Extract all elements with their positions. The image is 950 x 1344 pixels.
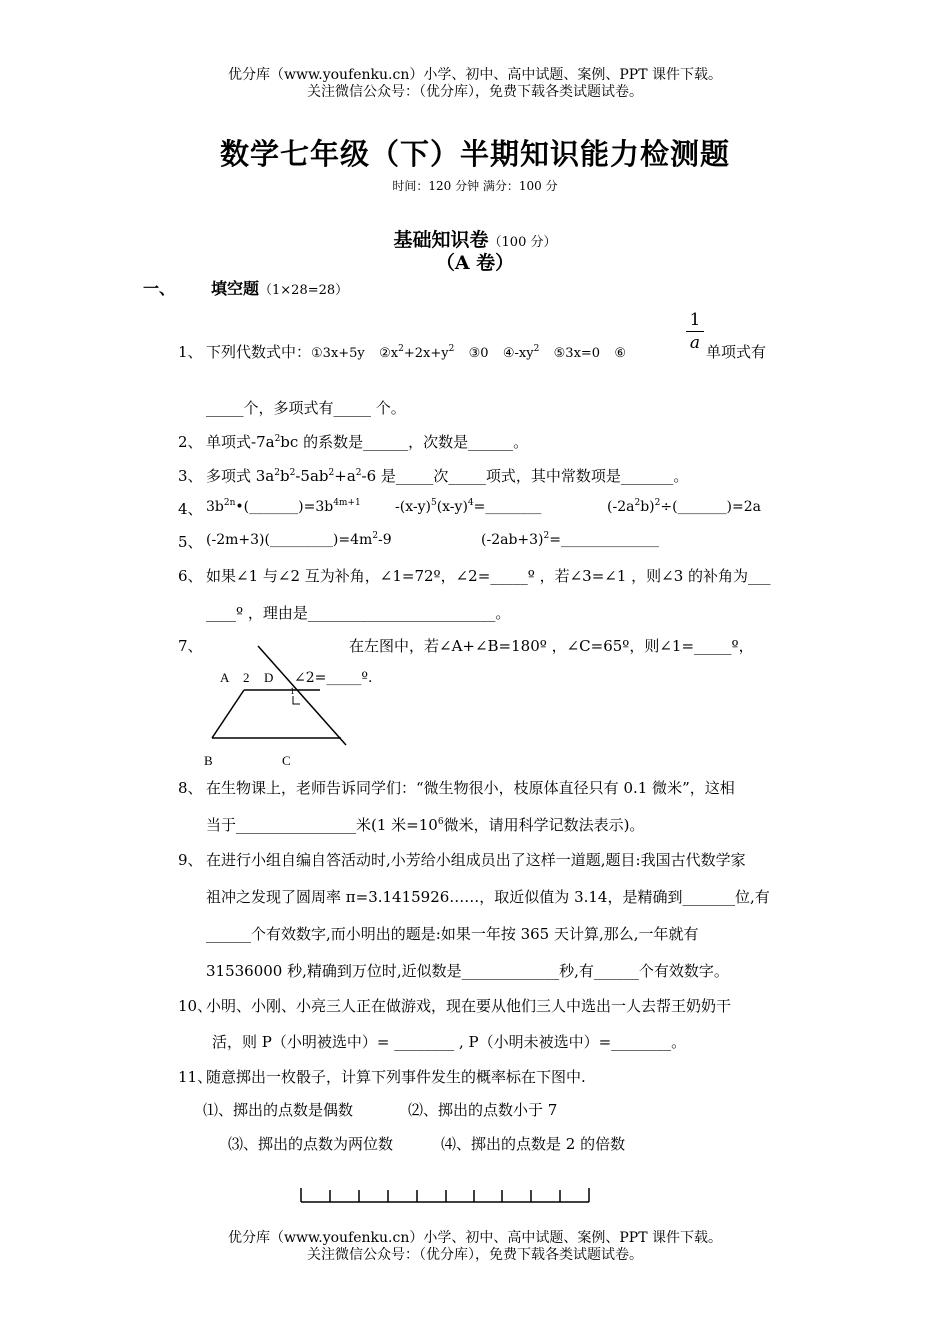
q1-item-2a: ②x	[379, 346, 399, 361]
q2-part-a: 单项式-7a	[206, 433, 275, 451]
q9-line-3: ______个有效数字,而小明出的题是:如果一年按 365 天计算,那么,一年就有	[206, 925, 699, 943]
q7-label-D: D	[264, 670, 274, 685]
q4-expr-b	[395, 499, 541, 515]
section-title: 基础知识卷	[393, 229, 489, 251]
q3-part-d: +a	[334, 467, 356, 485]
q4-c-sup2: 2	[654, 498, 661, 508]
q6-line-2: ____º ，理由是_________________________。	[206, 604, 511, 622]
q4-a2: •(_______)=3b	[235, 499, 334, 515]
part-number: 一、	[143, 279, 176, 298]
q5-a2: -9	[378, 532, 392, 548]
q8-line-2	[206, 815, 644, 835]
q5-a-sup: 2	[372, 531, 379, 541]
q6-line-1: 如果∠1 与∠2 互为补角，∠1=72º，∠2=_____º ，若∠3=∠1 ，则∠3 的补角为___	[206, 567, 771, 585]
footer-line-2: 关注微信公众号：（优分库），免费下载各类试题试卷。	[307, 1247, 643, 1263]
q5-expr-a	[206, 532, 392, 548]
part-heading	[211, 276, 348, 299]
q4-expr-c	[607, 499, 761, 515]
probability-scale	[296, 1186, 596, 1206]
q1-item-5: ⑤3x=0	[553, 346, 601, 361]
q7-transversal-line	[258, 646, 346, 745]
q4-a-sup: 2n	[223, 498, 236, 508]
q1-item-1: ①3x+5y	[311, 346, 365, 361]
q1-item-3: ③0	[468, 346, 489, 361]
q4-b3: =________	[473, 499, 542, 515]
q11-event-3: ⑶、掷出的点数为两位数	[228, 1135, 394, 1153]
q4-number: 4、	[178, 500, 203, 518]
q3-number: 3、	[178, 467, 203, 485]
q8-sup: 6	[437, 817, 444, 827]
q7-segment-AB	[212, 690, 244, 738]
q9-line-1: 在进行小组自编自答活动时,小芳给小组成员出了这样一道题,题目:我国古代数学家	[206, 851, 746, 869]
q3-part-a: 多项式 3a	[206, 467, 275, 485]
q1-frac-numerator: 1	[689, 310, 701, 330]
q11-event-1: ⑴、掷出的点数是偶数	[203, 1101, 354, 1119]
q2-text: 单项式$-7a^2bc$ 的系数是______，次数是______。	[206, 433, 529, 451]
q1-lead: 下列代数式中：	[206, 343, 312, 361]
q8-line-2b: 微米，请用科学记数法表示)。	[443, 816, 645, 834]
part-score: （1×28=28）	[259, 283, 349, 298]
q9-number: 9、	[178, 851, 203, 869]
scale-ticks	[301, 1188, 589, 1202]
q1-number: 1、	[178, 343, 203, 361]
section-volume: （A 卷）	[435, 252, 515, 274]
q7-line-2: ∠2=_____º.	[294, 670, 373, 686]
q7-label-1: 1	[290, 686, 295, 696]
q4-b2: (x-y)	[436, 499, 468, 515]
q9-line-2: 祖冲之发现了圆周率 π=3.1415926……，取近似值为 3.14，是精确到_______位,有	[206, 888, 770, 906]
q1-line-2: _____个，多项式有_____ 个。	[206, 399, 406, 417]
q2-part-b: bc 的系数是______，次数是______。	[280, 433, 529, 451]
page-title: 数学七年级（下）半期知识能力检测题	[219, 137, 730, 171]
q1-fraction	[686, 310, 704, 353]
q7-label-B: B	[204, 753, 213, 768]
exam-info: 时间：120 分钟 满分：100 分	[392, 179, 558, 193]
q8-line-1: 在生物课上，老师告诉同学们：“微生物很小，枝原体直径只有 0.1 微米”，这相	[206, 779, 735, 797]
q7-label-C: C	[282, 753, 291, 768]
q3-part-b: b	[280, 467, 290, 485]
q7-line-1: 在左图中，若∠A+∠B=180º ，∠C=65º，则∠1=_____º，	[349, 637, 754, 655]
q10-number: 10、	[178, 997, 213, 1015]
q5-expr-b	[481, 532, 659, 548]
q5-b1: (-2ab+3)	[481, 532, 544, 548]
q11-number: 11、	[178, 1068, 213, 1086]
q9-line-4: 31536000 秒,精确到万位时,近似数是_____________秒,有______个有效数字。	[206, 962, 729, 980]
q11-event-4: ⑷、掷出的点数是 2 的倍数	[441, 1135, 626, 1153]
q7-label-A: A	[220, 670, 230, 685]
header-line-2: 关注微信公众号：（优分库），免费下载各类试题试卷。	[307, 84, 643, 100]
q11-event-2: ⑵、掷出的点数小于 7	[408, 1101, 558, 1119]
q1-line-1: 下列代数式中：①3x+5y $②x^2+2x+y^2$ ③0 $④-xy^2$ ⑤3x=0 ⑥	[206, 343, 627, 361]
q4-c-sup1: 2	[634, 498, 641, 508]
q5-b-sup: 2	[543, 531, 550, 541]
q5-number: 5、	[178, 533, 203, 551]
q1-frac-denominator: a	[689, 333, 701, 353]
q4-b-sup1: 5	[430, 498, 437, 508]
part-name: 填空题	[211, 279, 260, 298]
q5-b2: =______________	[549, 532, 659, 548]
q1-item-2b: +2x+y	[403, 346, 449, 361]
q4-a1: 3b	[206, 499, 224, 515]
q5-a1: (-2m+3)(_________)=4m	[206, 532, 373, 548]
q7-number: 7、	[178, 637, 203, 655]
q8-number: 8、	[178, 779, 203, 797]
q7-angle-mark	[293, 696, 300, 704]
q11-line-1: 随意掷出一枚骰子，计算下列事件发生的概率标在下图中.	[206, 1068, 586, 1086]
q1-tail: 单项式有	[706, 343, 767, 361]
q4-b-sup2: 4	[467, 498, 474, 508]
q3-text: 多项式 $3a^2b^2-5ab^2+a^2-6$ 是_____次_____项式，其中常数项是_______。	[206, 467, 689, 485]
header-line-1: 优分库（www.youfenku.cn）小学、初中、高中试题、案例、PPT 课件下载。	[227, 67, 722, 83]
footer-line-1: 优分库（www.youfenku.cn）小学、初中、高中试题、案例、PPT 课件下载。	[227, 1230, 722, 1246]
q1-item-4: ④-xy	[502, 346, 534, 361]
q4-c1: (-2a	[607, 499, 635, 515]
q4-expr-a	[206, 499, 361, 515]
q4-a2-sup: 4m+1	[333, 498, 361, 508]
q10-line-1: 小明、小刚、小亮三人正在做游戏，现在要从他们三人中选出一人去帮王奶奶干	[206, 997, 732, 1015]
q8-line-2a: 当于________________米(1 米=10	[206, 816, 438, 834]
q7-diagram	[200, 640, 360, 780]
q1-item-6: ⑥	[614, 346, 627, 361]
section-score: （100 分）	[488, 235, 557, 250]
q4-c2: b)	[640, 499, 655, 515]
q6-number: 6、	[178, 567, 203, 585]
q4-c3: ÷(_______)=2a	[660, 499, 761, 515]
q7-label-2: 2	[243, 670, 250, 685]
q10-line-2: 活，则 P（小明被选中）= ________ , P（小明未被选中）=________。	[212, 1033, 687, 1051]
q3-part-c: -5ab	[295, 467, 329, 485]
q4-b1: -(x-y)	[395, 499, 431, 515]
q3-part-e: -6 是_____次_____项式，其中常数项是_______。	[361, 467, 689, 485]
q2-number: 2、	[178, 433, 203, 451]
